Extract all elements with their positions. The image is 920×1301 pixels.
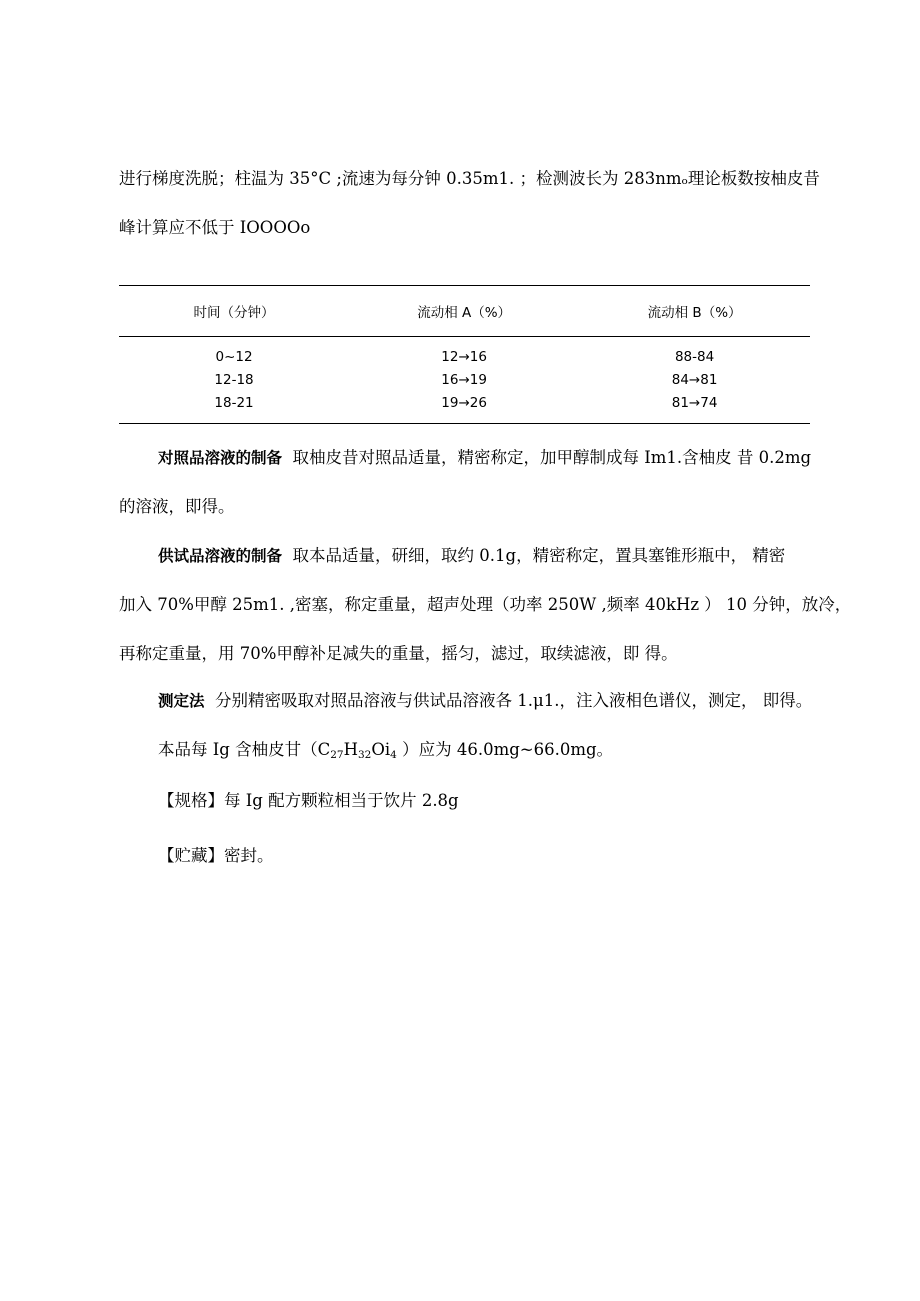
specification: 【规格】每 Ig 配方颗粒相当于饮片 2.8g <box>158 791 459 810</box>
table-header-row <box>119 286 810 337</box>
test-solution-line-3: 再称定重量，用 70%甲醇补足减失的重量，摇匀，滤过，取续滤液，即 得。 <box>119 644 678 663</box>
header-mobile-phase-a: 流动相 A（%） <box>349 286 579 337</box>
reference-solution-heading: 对照品溶液的制备 <box>158 449 283 467</box>
reference-solution-line-2: 的溶液，即得。 <box>119 497 235 516</box>
formula-o: Oi <box>371 740 391 759</box>
reference-solution-line-1 <box>158 447 811 469</box>
assay-line-1 <box>158 690 812 712</box>
formula-sub-o: 4 <box>390 749 397 761</box>
cell-phase-a: 19→26 <box>349 391 579 424</box>
intro-line-2: 峰计算应不低于 IOOOOo <box>119 218 311 237</box>
test-solution-text: 取本品适量，研细，取约 0.1g，精密称定，置具塞锥形瓶中， 精密 <box>292 546 786 565</box>
cell-phase-a: 12→16 <box>441 348 487 365</box>
cell-phase-b: 88-84 <box>674 348 715 365</box>
storage: 【贮藏】密封。 <box>158 846 274 865</box>
assay-heading: 测定法 <box>158 692 205 710</box>
formula-sub-c: 27 <box>330 749 344 761</box>
cell-time: 18-21 <box>119 391 349 424</box>
reference-solution-text: 取柚皮昔对照品适量，精密称定，加甲醇制成每 Im1.含柚皮 昔 0.2mg <box>292 448 812 467</box>
table-row <box>119 368 810 391</box>
header-time: 时间（分钟） <box>119 286 349 337</box>
table-row <box>119 391 810 424</box>
header-mobile-phase-b: 流动相 B（%） <box>579 286 810 337</box>
table-row <box>119 337 810 369</box>
cell-phase-b: 84→81 <box>671 371 718 388</box>
cell-phase-a: 16→19 <box>441 371 487 388</box>
cell-time: 0~12 <box>215 348 253 365</box>
assay-content-suffix: ）应为 46.0mg~66.0mg。 <box>396 740 614 759</box>
test-solution-line-1 <box>158 545 785 567</box>
assay-content-line <box>158 739 613 766</box>
formula-h: H <box>343 740 358 759</box>
cell-time: 12-18 <box>214 371 254 388</box>
intro-line-1: 进行梯度洗脱；柱温为 35°C ;流速为每分钟 0.35m1. ；检测波长为 283nmₒ理论板数按柚皮昔 <box>119 169 820 188</box>
test-solution-heading: 供试品溶液的制备 <box>158 547 283 565</box>
assay-text: 分别精密吸取对照品溶液与供试品溶液各 1.μ1.，注入液相色谱仪，测定， 即得。 <box>215 691 813 710</box>
cell-phase-b: 81→74 <box>579 391 810 424</box>
formula-sub-h: 32 <box>357 749 372 761</box>
assay-content-prefix: 本品每 Ig 含柚皮甘（C <box>158 740 331 759</box>
gradient-table <box>119 285 810 424</box>
test-solution-line-2: 加入 70%甲醇 25m1. ,密塞，称定重量，超声处理（功率 250W ,频率 40kHz ） 10 分钟，放冷， <box>119 595 852 614</box>
